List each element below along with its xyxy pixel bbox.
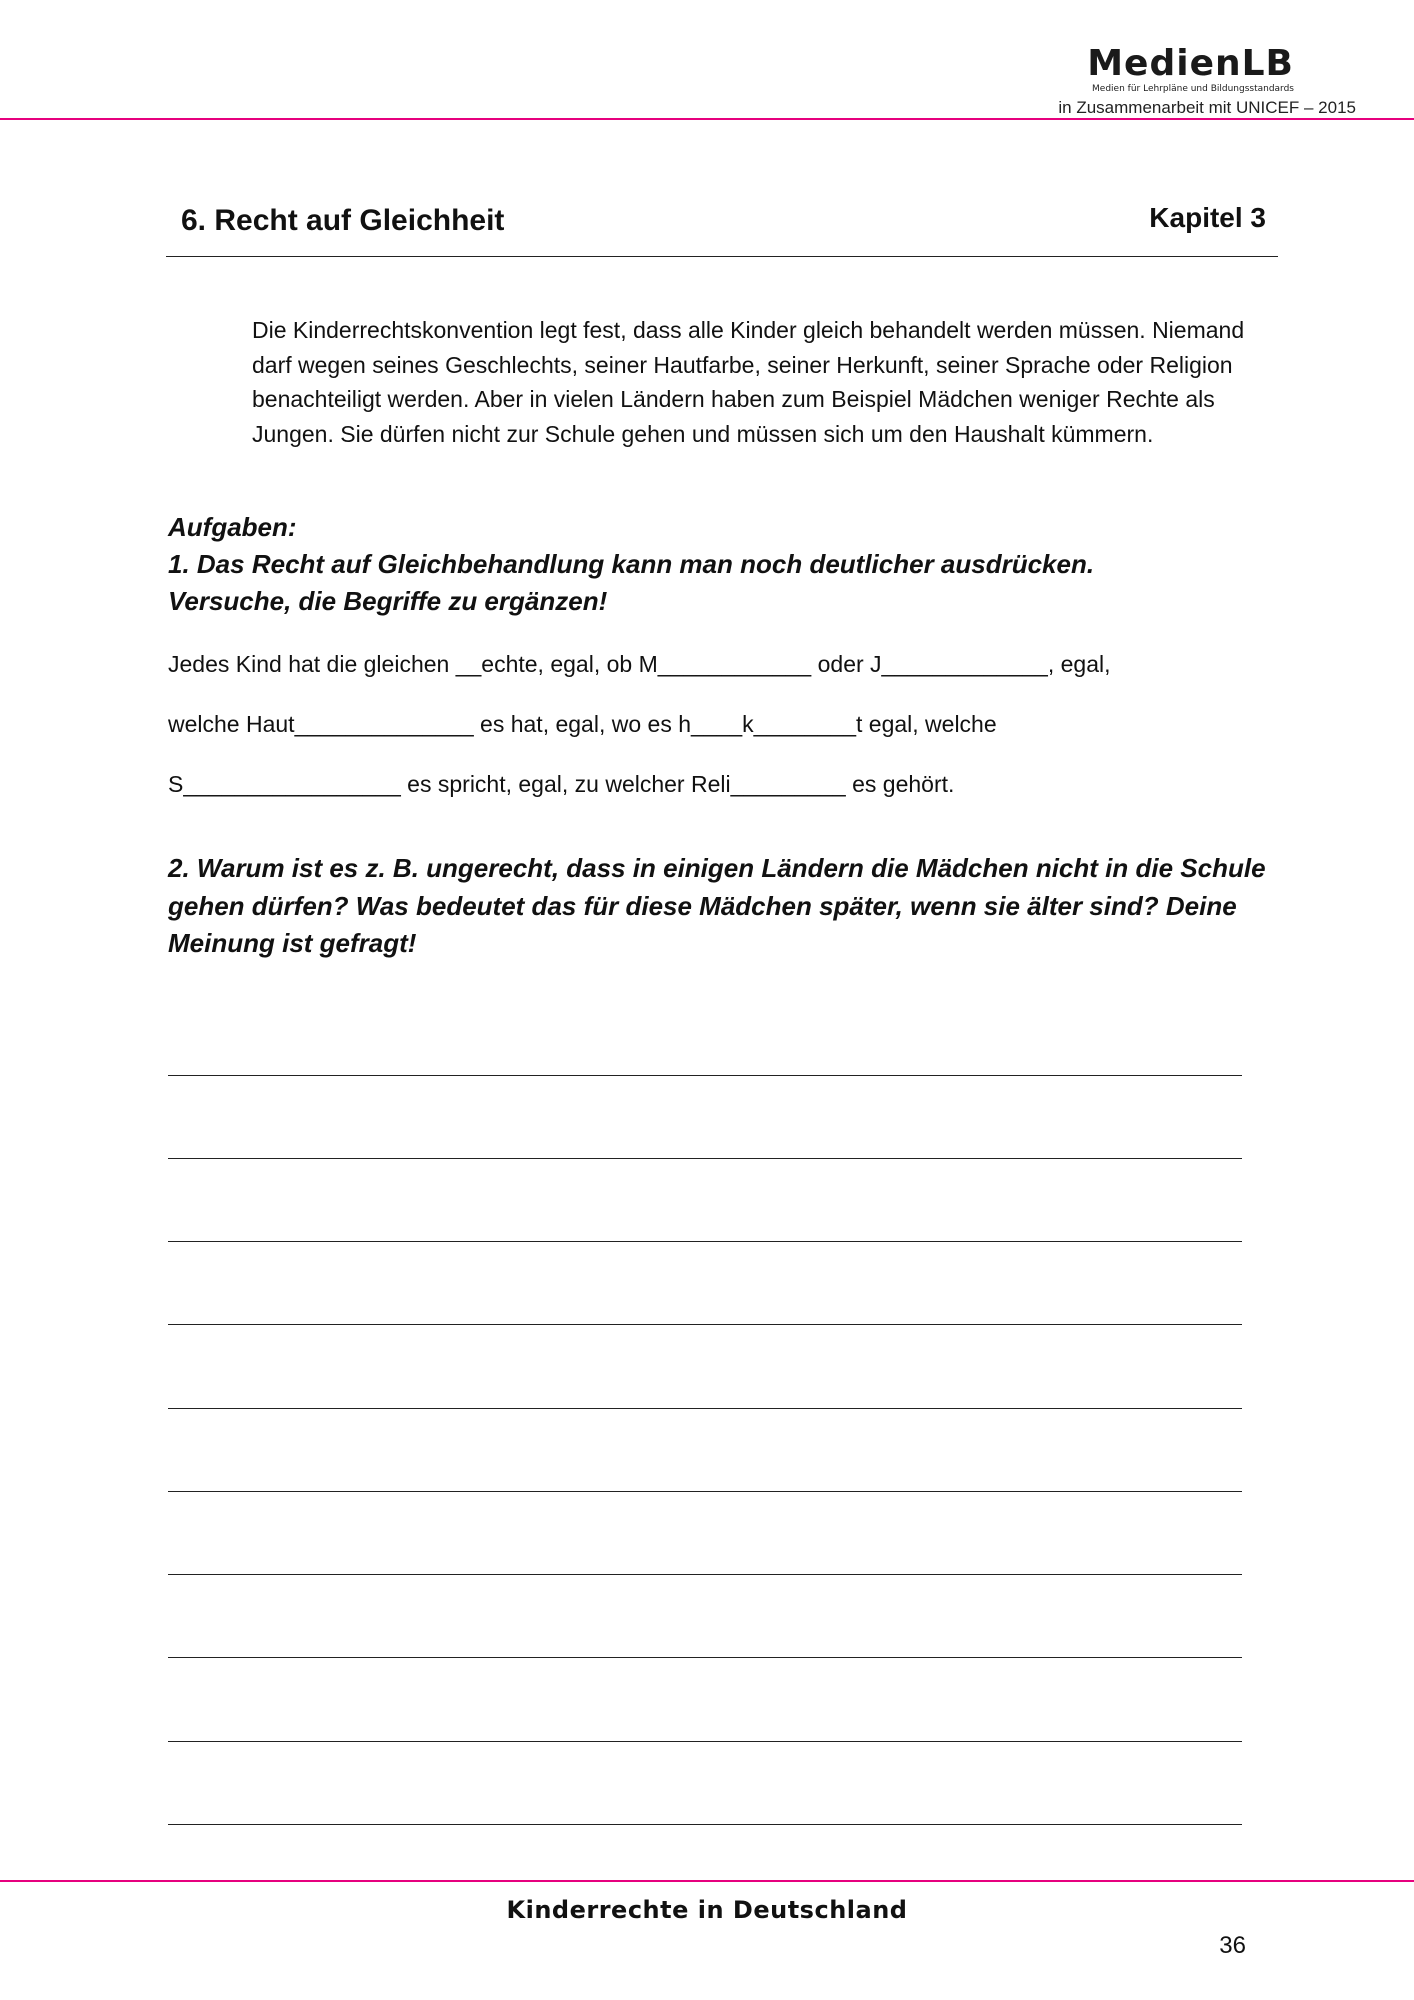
footer-title: Kinderrechte in Deutschland: [506, 1896, 908, 1924]
intro-paragraph: Die Kinderrechtskonvention legt fest, dass alle Kinder gleich behandelt werden müssen. Niemand darf wegen seines Geschlechts, seiner Hautfarbe, seiner Herkunft, seiner Sprache oder Religion benachteiligt werden. Aber in vielen Ländern haben zum Beispiel Mädchen weniger Rechte als Jungen. Sie dürfen nicht zur Schule gehen und müssen sich um den Haushalt kümmern.: [252, 317, 1245, 447]
answer-line[interactable]: [168, 1741, 1242, 1742]
logo-wordmark: MedienLB: [1087, 43, 1294, 84]
tasks-heading: Aufgaben:: [168, 512, 297, 542]
title-divider: [166, 256, 1278, 257]
task-1-line-2: Versuche, die Begriffe zu ergänzen!: [168, 586, 608, 616]
footer-divider: [0, 1880, 1414, 1882]
page-number: 36: [1219, 1932, 1246, 1959]
header-divider: [0, 118, 1414, 120]
logo-subtitle: Medien für Lehrpläne und Bildungsstandards: [1092, 84, 1294, 94]
answer-line[interactable]: [168, 1657, 1242, 1658]
answer-line[interactable]: [168, 1408, 1242, 1409]
answer-line[interactable]: [168, 1075, 1242, 1076]
cloze-line-3[interactable]: S_________________ es spricht, egal, zu welcher Reli_________ es gehört.: [168, 771, 955, 797]
answer-line[interactable]: [168, 1824, 1242, 1825]
answer-line[interactable]: [168, 1324, 1242, 1325]
cloze-line-2[interactable]: welche Haut______________ es hat, egal, wo es h____k________t egal, welche: [168, 711, 997, 737]
task-2-question: 2. Warum ist es z. B. ungerecht, dass in einigen Ländern die Mädchen nicht in die Schule gehen dürfen? Was bedeutet das für diese Mädchen später, wenn sie älter sind? Deine Meinung ist gefragt!: [168, 853, 1266, 958]
answer-line[interactable]: [168, 1574, 1242, 1575]
task-1-line-1: 1. Das Recht auf Gleichbehandlung kann man noch deutlicher ausdrücken.: [168, 549, 1095, 579]
cloze-line-1[interactable]: Jedes Kind hat die gleichen __echte, egal, ob M____________ oder J_____________, egal,: [168, 651, 1111, 677]
answer-line[interactable]: [168, 1241, 1242, 1242]
chapter-label: Kapitel 3: [1149, 202, 1266, 233]
answer-line[interactable]: [168, 1158, 1242, 1159]
header-note: in Zusammenarbeit mit UNICEF – 2015: [1058, 98, 1356, 117]
answer-line[interactable]: [168, 1491, 1242, 1492]
page-title: 6. Recht auf Gleichheit: [181, 204, 505, 237]
medienlb-logo: [1034, 43, 1294, 94]
